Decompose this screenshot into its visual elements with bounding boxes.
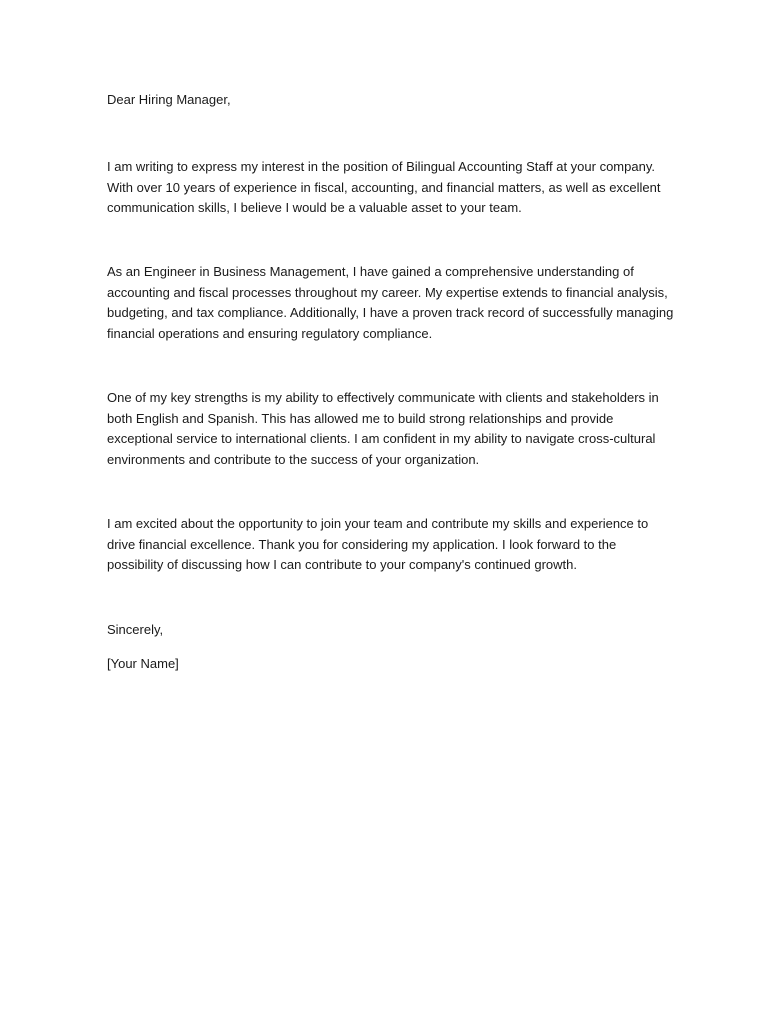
paragraph-4 [107,514,687,576]
paragraph-line: financial operations and ensuring regulatory compliance. [107,325,433,341]
paragraph-line: environments and contribute to the success of your organization. [107,451,480,467]
signature-placeholder: [Your Name] [107,656,179,671]
paragraph-line: exceptional service to international clients. I am confident in my ability to navigate cross-cultural [107,431,656,446]
salutation: Dear Hiring Manager, [107,92,231,107]
paragraph-line: I am excited about the opportunity to join your team and contribute my skills and experience to [107,516,649,531]
paragraph-line: both English and Spanish. This has allowed me to build strong relationships and provide [107,410,614,426]
closing: Sincerely, [107,622,164,637]
paragraph-3 [107,388,687,470]
paragraph-1 [107,157,687,219]
paragraph-line: drive financial excellence. Thank you for considering my application. I look forward to the [107,536,617,552]
paragraph-line: With over 10 years of experience in fiscal, accounting, and financial matters, as well as excellent [107,179,661,195]
paragraph-line: One of my key strengths is my ability to effectively communicate with clients and stakeholders in [107,390,659,405]
paragraph-line: I am writing to express my interest in the position of Bilingual Accounting Staff at your company. [107,159,655,174]
paragraph-line: accounting and fiscal processes throughout my career. My expertise extends to financial analysis, [107,284,668,300]
paragraph-line: communication skills, I believe I would be a valuable asset to your team. [107,200,522,215]
paragraph-line: possibility of discussing how I can contribute to your company's continued growth. [107,557,578,572]
paragraph-line: budgeting, and tax compliance. Additionally, I have a proven track record of successfully managing [107,305,674,320]
paragraph-2 [107,262,687,344]
paragraph-line: As an Engineer in Business Management, I have gained a comprehensive understanding of [107,264,634,279]
